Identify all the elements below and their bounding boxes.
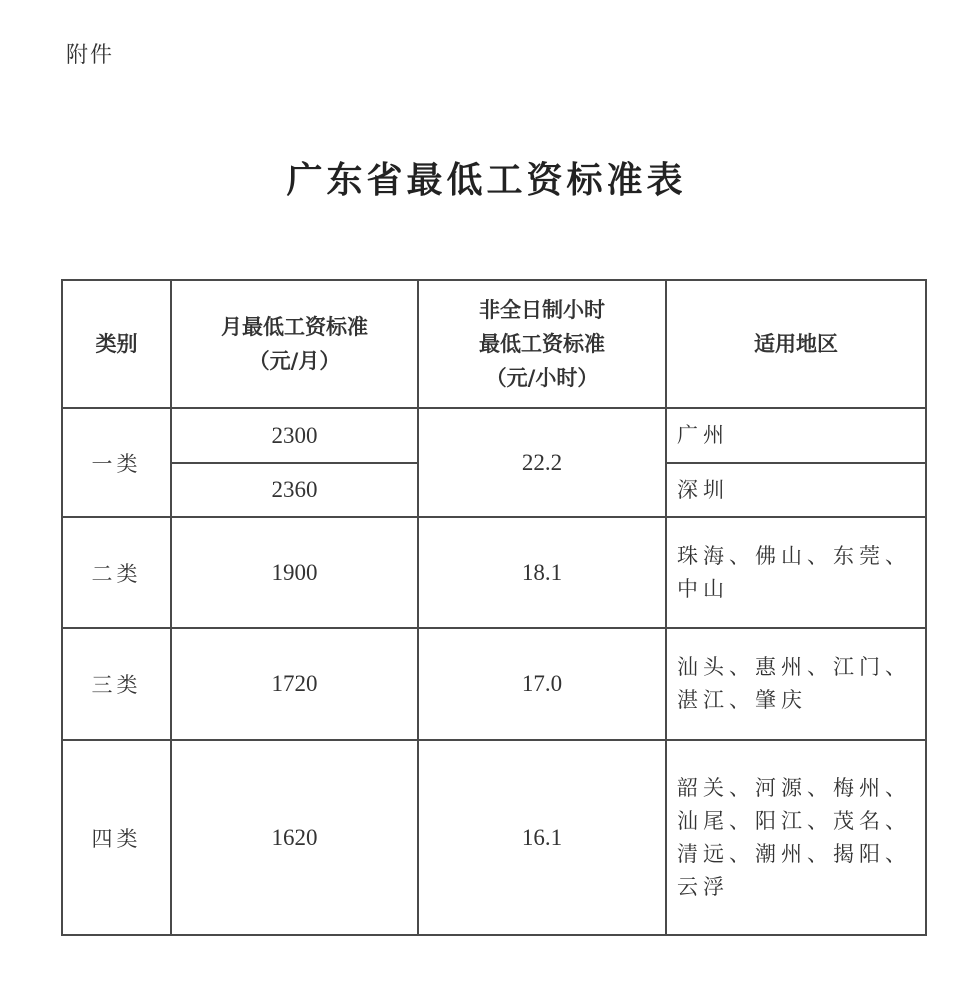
header-hourly-line3: （元/小时） xyxy=(485,366,599,390)
area-cell: 广州 xyxy=(666,408,926,463)
minimum-wage-table xyxy=(61,279,927,936)
table-row-class-4 xyxy=(62,740,926,935)
header-hourly-wage xyxy=(418,280,666,408)
area-cell: 汕头、惠州、江门、湛江、肇庆 xyxy=(666,628,926,740)
header-monthly-line2: （元/月） xyxy=(248,349,341,373)
header-monthly-wage xyxy=(171,280,418,408)
hourly-wage-cell: 18.1 xyxy=(418,517,666,628)
category-cell: 三类 xyxy=(62,628,171,740)
table-row-class-2 xyxy=(62,517,926,628)
header-category-label: 类别 xyxy=(95,332,138,356)
category-cell: 二类 xyxy=(62,517,171,628)
header-monthly-line1: 月最低工资标准 xyxy=(221,315,368,339)
header-hourly-line1: 非全日制小时 xyxy=(479,298,605,322)
category-cell: 四类 xyxy=(62,740,171,935)
monthly-wage-cell: 1620 xyxy=(171,740,418,935)
table-row-class-1 xyxy=(62,408,926,463)
table-row-class-3 xyxy=(62,628,926,740)
table-header-row xyxy=(62,280,926,408)
hourly-wage-cell: 17.0 xyxy=(418,628,666,740)
area-cell: 深圳 xyxy=(666,463,926,517)
header-applicable-areas xyxy=(666,280,926,408)
area-cell: 珠海、佛山、东莞、中山 xyxy=(666,517,926,628)
area-cell: 韶关、河源、梅州、汕尾、阳江、茂名、清远、潮州、揭阳、云浮 xyxy=(666,740,926,935)
header-category xyxy=(62,280,171,408)
monthly-wage-cell: 2360 xyxy=(171,463,418,517)
monthly-wage-cell: 1900 xyxy=(171,517,418,628)
header-hourly-line2: 最低工资标准 xyxy=(479,332,605,356)
header-areas-label: 适用地区 xyxy=(754,332,838,356)
category-cell: 一类 xyxy=(62,408,171,517)
page-title: 广东省最低工资标准表 xyxy=(286,159,687,201)
hourly-wage-cell: 16.1 xyxy=(418,740,666,935)
monthly-wage-cell: 1720 xyxy=(171,628,418,740)
attachment-label: 附件 xyxy=(66,43,115,68)
monthly-wage-cell: 2300 xyxy=(171,408,418,463)
hourly-wage-cell: 22.2 xyxy=(418,408,666,517)
